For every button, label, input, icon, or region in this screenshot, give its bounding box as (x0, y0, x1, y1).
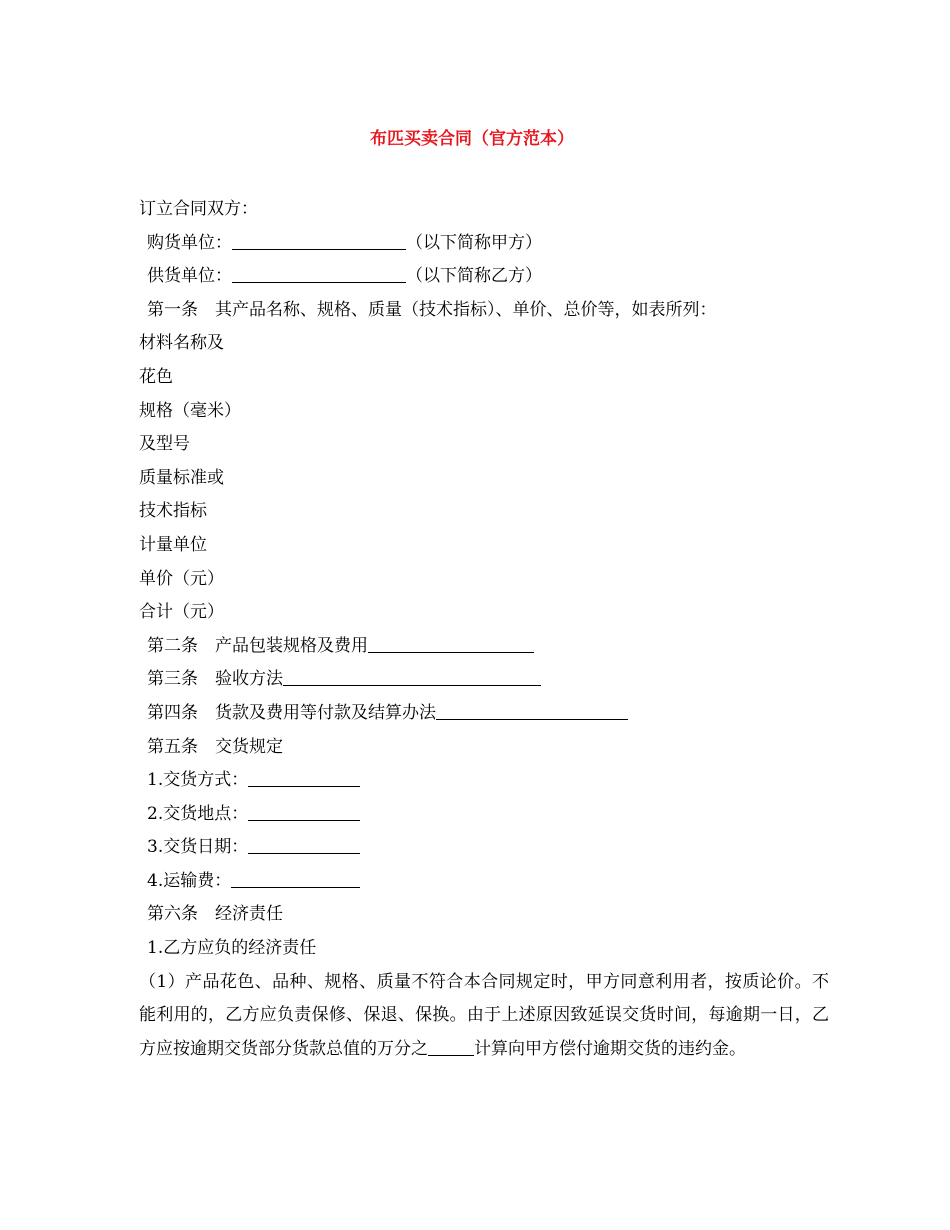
seller-blank (232, 265, 406, 283)
delivery-place-label: 2.交货地点： (147, 803, 249, 824)
table-header-4: 及型号 (139, 434, 190, 455)
delivery-date-label: 3.交货日期： (147, 837, 249, 858)
article-6-number: 第六条 (147, 904, 198, 925)
table-header-5: 质量标准或 (139, 467, 224, 488)
table-header-7: 计量单位 (139, 534, 207, 555)
freight-label: 4.运输费： (147, 870, 232, 891)
article-3-blank (283, 668, 541, 686)
freight-line (139, 865, 839, 899)
article-2 (139, 630, 839, 664)
delivery-date-blank (248, 836, 360, 854)
table-header-2: 花色 (139, 366, 173, 387)
article-4-blank (436, 702, 628, 720)
article-6 (139, 898, 839, 932)
article-1-text: 其产品名称、规格、质量（技术指标）、单价、总价等，如表所列： (215, 299, 717, 320)
article-1 (139, 294, 839, 328)
article-5 (139, 731, 839, 765)
document-body (139, 193, 839, 1066)
delivery-method-line (139, 764, 839, 798)
clause-1-blank (428, 1038, 474, 1056)
article-3-text: 验收方法 (215, 669, 283, 690)
clause-1-text-a: （1）产品花色、品种、规格、质量不符合本合同规定时，甲方同意利用者，按质论价。不能利用的，乙方应负责保修、保退、保换。由于上述原因致延误交货时间，每逾期一日，乙方应按逾期交货部分货款总值的万分之 (139, 971, 829, 1059)
article-2-blank (368, 635, 534, 653)
seller-suffix: （以下简称乙方） (406, 266, 542, 287)
freight-blank (231, 870, 360, 888)
clause-1-paragraph (139, 966, 829, 1067)
clause-1-text-b: 计算向甲方偿付逾期交货的违约金。 (474, 1038, 746, 1059)
article-3 (139, 663, 839, 697)
article-3-number: 第三条 (147, 669, 198, 690)
liability-heading: 1.乙方应负的经济责任 (147, 938, 317, 959)
buyer-suffix: （以下简称甲方） (406, 232, 542, 253)
article-4 (139, 697, 839, 731)
article-4-text: 货款及费用等付款及结算办法 (215, 702, 436, 723)
article-5-text: 交货规定 (215, 736, 283, 757)
article-5-number: 第五条 (147, 736, 198, 757)
seller-line (139, 260, 839, 294)
table-header-3: 规格（毫米） (139, 400, 241, 421)
article-2-text: 产品包装规格及费用 (215, 635, 368, 656)
document-title: 布匹买卖合同（官方范本） (370, 129, 574, 149)
table-header-8: 单价（元） (139, 568, 224, 589)
delivery-place-line (139, 798, 839, 832)
buyer-line (139, 227, 839, 261)
buyer-blank (232, 232, 406, 250)
delivery-place-blank (248, 803, 360, 821)
delivery-method-label: 1.交货方式： (147, 770, 249, 791)
buyer-label: 购货单位： (147, 232, 232, 253)
intro-line: 订立合同双方： (139, 199, 258, 219)
table-header-6: 技术指标 (139, 501, 207, 522)
seller-label: 供货单位： (147, 266, 232, 287)
article-1-number: 第一条 (147, 299, 198, 320)
table-header-1: 材料名称及 (139, 333, 224, 354)
article-4-number: 第四条 (147, 702, 198, 723)
delivery-date-line (139, 831, 839, 865)
article-2-number: 第二条 (147, 635, 198, 656)
table-header-9: 合计（元） (139, 602, 224, 623)
delivery-method-blank (248, 769, 360, 787)
article-6-text: 经济责任 (215, 904, 283, 925)
